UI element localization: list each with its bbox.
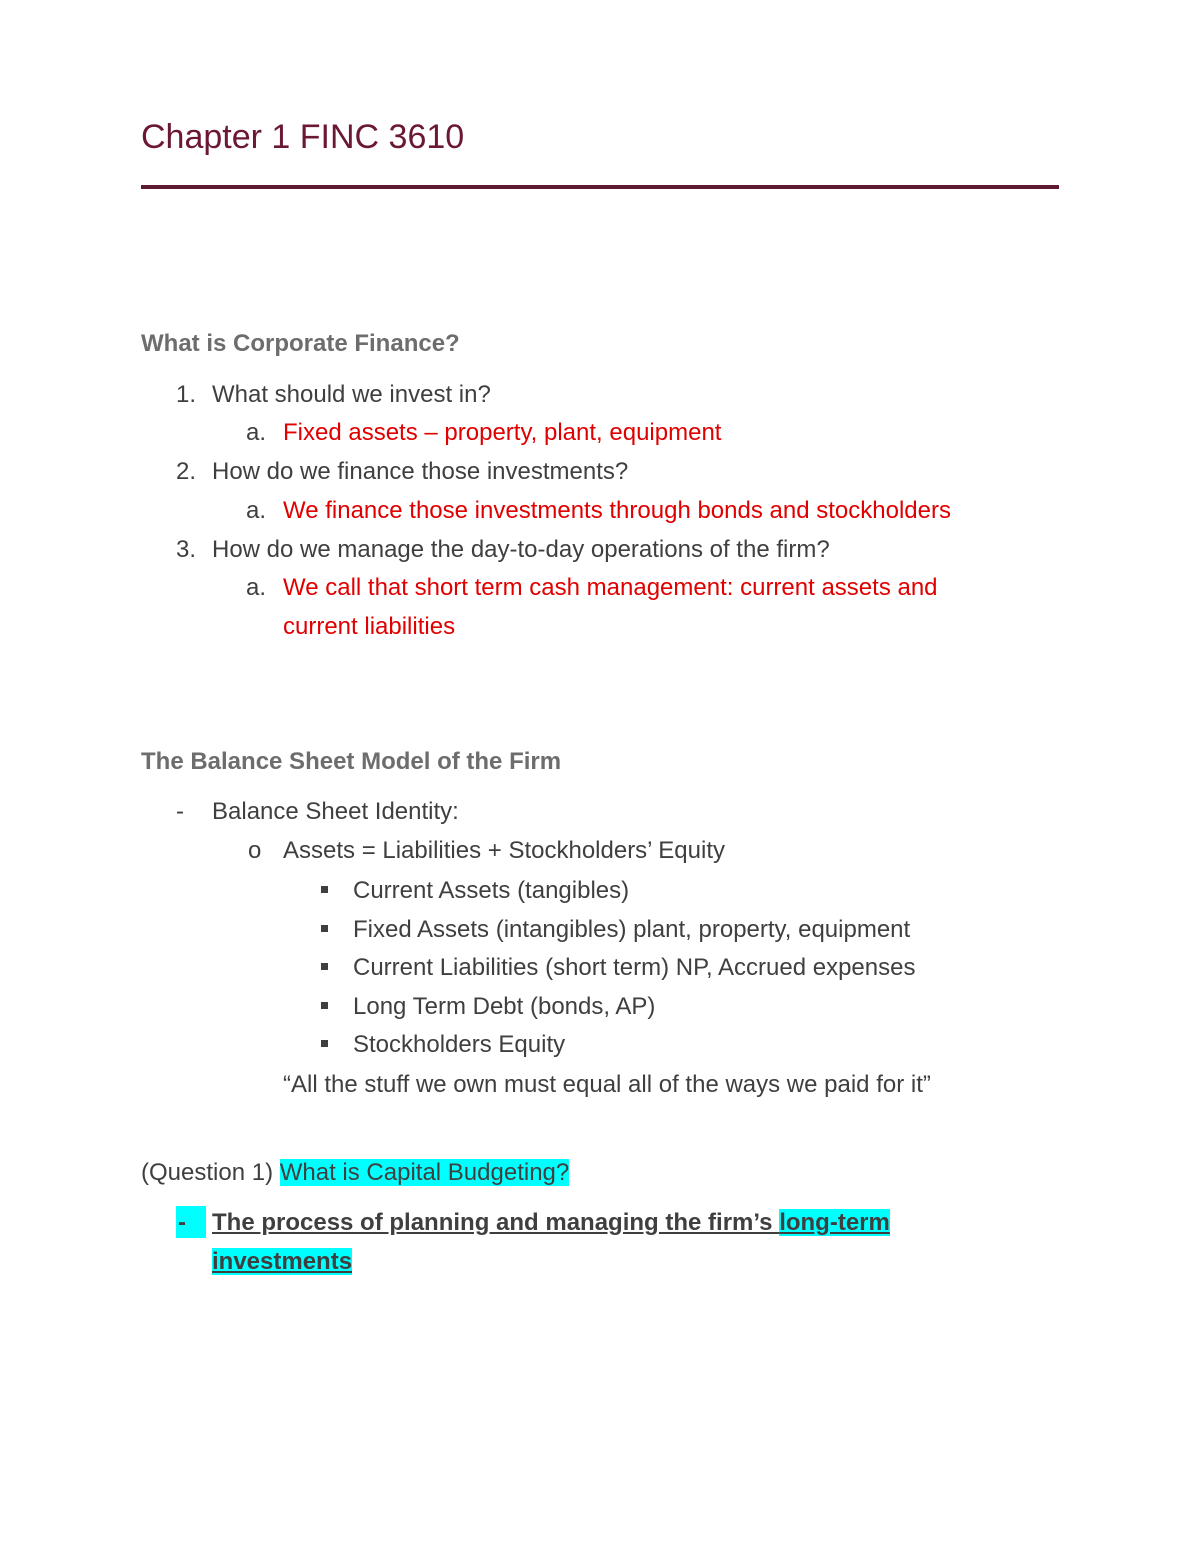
question-1-highlighted: What is Capital Budgeting?	[279, 1159, 570, 1186]
list-number-1: 1.	[176, 381, 197, 408]
component-long-term-debt: Long Term Debt (bonds, AP)	[353, 993, 656, 1020]
title-rule	[141, 185, 1059, 189]
dash-bullet: -	[176, 798, 184, 825]
answer-finance: We finance those investments through bonds and stockholders	[283, 497, 951, 524]
answer-operations-line1: We call that short term cash management: current assets and	[283, 574, 938, 601]
list-number-2: 2.	[176, 458, 197, 485]
question-1-line	[141, 1158, 569, 1188]
answer-line-2	[212, 1247, 352, 1277]
sub-marker-2a: a.	[246, 497, 267, 524]
balance-sheet-quote: “All the stuff we own must equal all of the ways we paid for it”	[283, 1071, 931, 1098]
sub-marker-3a: a.	[246, 574, 267, 601]
answer-dash: -	[178, 1209, 186, 1236]
answer-highlight-long-term: long-term	[779, 1209, 890, 1236]
component-fixed-assets: Fixed Assets (intangibles) plant, property, equipment	[353, 916, 911, 943]
component-current-liabilities: Current Liabilities (short term) NP, Accrued expenses	[353, 954, 916, 981]
square-bullet-icon	[321, 963, 328, 970]
balance-sheet-identity-label: Balance Sheet Identity:	[212, 798, 459, 825]
section-heading-balance-sheet: The Balance Sheet Model of the Firm	[141, 748, 562, 775]
question-operations: How do we manage the day-to-day operations of the firm?	[212, 536, 830, 563]
circle-bullet: o	[248, 837, 262, 864]
sub-marker-1a: a.	[246, 419, 267, 446]
question-invest: What should we invest in?	[212, 381, 491, 408]
answer-text: The process of planning and managing the firm’s	[212, 1209, 780, 1236]
answer-highlight-investments: investments	[212, 1248, 353, 1275]
answer-invest: Fixed assets – property, plant, equipment	[283, 419, 722, 446]
square-bullet-icon	[321, 1040, 328, 1047]
square-bullet-icon	[321, 886, 328, 893]
component-stockholders-equity: Stockholders Equity	[353, 1031, 566, 1058]
balance-sheet-equation: Assets = Liabilities + Stockholders’ Equity	[283, 837, 725, 864]
answer-operations-line2: current liabilities	[283, 613, 456, 640]
square-bullet-icon	[321, 925, 328, 932]
document-title: Chapter 1 FINC 3610	[141, 118, 465, 156]
square-bullet-icon	[321, 1002, 328, 1009]
question-1-prefix: (Question 1)	[141, 1159, 280, 1186]
answer-line-1	[212, 1208, 890, 1238]
section-heading-corporate-finance: What is Corporate Finance?	[141, 330, 460, 357]
question-finance: How do we finance those investments?	[212, 458, 629, 485]
component-current-assets: Current Assets (tangibles)	[353, 877, 630, 904]
list-number-3: 3.	[176, 536, 197, 563]
